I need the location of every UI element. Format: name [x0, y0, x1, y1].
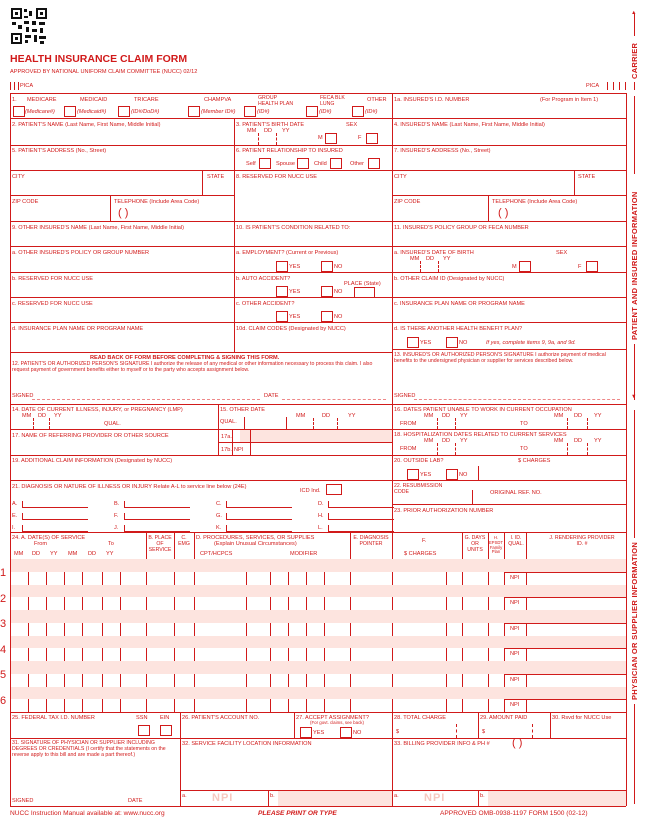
- box10d-label: 10d. CLAIM CODES (Designated by NUCC): [236, 326, 346, 332]
- tricare-label: TRICARE: [134, 97, 159, 103]
- box16-yy2: YY: [594, 413, 602, 419]
- box24h-label: H. EPSDT Family Plan: [489, 535, 503, 555]
- diagnosis-letter: I.: [12, 525, 16, 531]
- medicare-checkbox[interactable]: [13, 106, 25, 117]
- box13-text: 13. INSURED'S OR AUTHORIZED PERSON'S SIGNATURE I authorize payment of medical benefits to the undersigned physician or supplier for services described below.: [394, 352, 606, 364]
- box18-yy: YY: [460, 438, 468, 444]
- box18-mm2: MM: [554, 438, 564, 444]
- footer-center: PLEASE PRINT OR TYPE: [258, 810, 337, 817]
- box21-icd: ICD Ind.: [300, 488, 321, 494]
- box15-qual: QUAL.: [220, 419, 237, 425]
- box16-mm2: MM: [554, 413, 564, 419]
- diagnosis-field[interactable]: [124, 507, 190, 508]
- feca-sub: (ID#): [319, 109, 332, 115]
- box14-dd: DD: [38, 413, 47, 419]
- box24a-label: 24. A. DATE(S) OF SERVICE: [12, 535, 86, 541]
- box10a-yes: YES: [289, 264, 301, 270]
- box25-ssn: SSN: [136, 715, 148, 721]
- other-label: OTHER: [367, 97, 387, 103]
- diagnosis-field[interactable]: [226, 507, 292, 508]
- diagnosis-letter: J.: [114, 525, 119, 531]
- box16-dd2: DD: [574, 413, 583, 419]
- box24c-label: C. EMG: [178, 535, 190, 547]
- approved-line: APPROVED BY NATIONAL UNIFORM CLAIM COMMITTEE (NUCC) 02/12: [10, 69, 198, 75]
- box32-b: b.: [270, 793, 275, 799]
- qr-code: [10, 7, 48, 45]
- box1a-label: 1a. INSURED'S I.D. NUMBER: [394, 97, 470, 103]
- other-sub: (ID#): [365, 109, 378, 115]
- box14-qual: QUAL.: [104, 421, 121, 427]
- box5-label: 5. PATIENT'S ADDRESS (No., Street): [12, 148, 107, 154]
- diagnosis-letter: H.: [318, 513, 324, 519]
- box12-read: READ BACK OF FORM BEFORE COMPLETING & SIGNING THIS FORM.: [90, 355, 280, 361]
- diagnosis-field[interactable]: [226, 531, 292, 532]
- service-line-npi: NPI: [510, 625, 520, 632]
- box10a-no: NO: [334, 264, 343, 270]
- box6-other: Other: [350, 161, 364, 167]
- box6-spouse-checkbox[interactable]: [297, 158, 309, 169]
- box3-f-checkbox[interactable]: [366, 133, 378, 144]
- diagnosis-field[interactable]: [328, 507, 394, 508]
- box9a-label: a. OTHER INSURED'S POLICY OR GROUP NUMBER: [12, 250, 150, 256]
- box32-label: 32. SERVICE FACILITY LOCATION INFORMATION: [182, 741, 312, 747]
- ein-checkbox[interactable]: [160, 725, 172, 736]
- diagnosis-field[interactable]: [328, 531, 394, 532]
- box18-mm: MM: [424, 438, 434, 444]
- box15-yy: YY: [348, 413, 356, 419]
- diagnosis-letter: D.: [318, 501, 324, 507]
- footer-left: NUCC Instruction Manual available at: www.nucc.org: [10, 810, 165, 817]
- icd-ind-field[interactable]: [326, 484, 342, 495]
- service-line-number: 6: [0, 694, 7, 707]
- state-label-insured: STATE: [578, 174, 596, 180]
- diagnosis-field[interactable]: [22, 507, 88, 508]
- box28-label: 28. TOTAL CHARGE: [394, 715, 447, 721]
- box6-self: Self: [246, 161, 256, 167]
- champva-checkbox[interactable]: [188, 106, 200, 117]
- diagnosis-letter: F.: [114, 513, 119, 519]
- box32-a: a.: [182, 793, 187, 799]
- box11-label: 11. INSURED'S POLICY GROUP OR FECA NUMBER: [394, 225, 529, 231]
- box6-spouse: Spouse: [276, 161, 295, 167]
- box10b-yes-checkbox[interactable]: [276, 286, 288, 297]
- box29-label: 29. AMOUNT PAID: [480, 715, 528, 721]
- phone-parens: ( ): [118, 207, 129, 219]
- box11a-m: M: [512, 264, 517, 270]
- box11a-f-checkbox[interactable]: [586, 261, 598, 272]
- box11a-sex: SEX: [556, 250, 568, 256]
- box15-label: 15. OTHER DATE: [220, 407, 265, 413]
- city-label: CITY: [12, 174, 25, 180]
- box12-signed: SIGNED: [12, 393, 34, 399]
- box31-date: DATE: [128, 798, 143, 804]
- box33-b: b.: [480, 793, 485, 799]
- box24-yy2: YY: [106, 551, 114, 557]
- box33-npi-watermark: NPI: [424, 792, 446, 804]
- box27-yes-checkbox[interactable]: [300, 727, 312, 738]
- telephone-label: TELEPHONE (Include Area Code): [114, 199, 200, 205]
- box9c-label: c. RESERVED FOR NUCC USE: [12, 301, 93, 307]
- box24j-label: J. RENDERING PROVIDER ID. #: [549, 535, 615, 547]
- box3-yy: YY: [282, 128, 290, 134]
- service-line-number: 5: [0, 669, 7, 681]
- carrier-label: CARRIER: [630, 42, 639, 79]
- ssn-checkbox[interactable]: [138, 725, 150, 736]
- box20-no: NO: [459, 472, 468, 478]
- service-line-number: 4: [0, 643, 7, 656]
- pica-right: PICA: [586, 83, 600, 89]
- box27-label: 27. ACCEPT ASSIGNMENT?: [296, 715, 369, 721]
- box18-from: FROM: [400, 446, 417, 452]
- city-label-insured: CITY: [394, 174, 407, 180]
- box32-npi-watermark: NPI: [212, 792, 234, 804]
- box9-label: 9. OTHER INSURED'S NAME (Last Name, First Name, Middle Initial): [12, 225, 185, 231]
- box16-from: FROM: [400, 421, 417, 427]
- box24i-label: I. ID. QUAL.: [508, 535, 524, 547]
- box24b-label: B. PLACE OF SERVICE: [148, 535, 172, 553]
- box11a-dd: DD: [426, 256, 435, 262]
- box33-label: 33. BILLING PROVIDER INFO & PH #: [394, 741, 490, 747]
- pica-left: PICA: [20, 83, 34, 89]
- box18-dd2: DD: [574, 438, 583, 444]
- service-line-number: 1: [0, 567, 7, 579]
- box9b-label: b. RESERVED FOR NUCC USE: [12, 276, 94, 282]
- form-title: HEALTH INSURANCE CLAIM FORM: [10, 53, 188, 65]
- box2-label: 2. PATIENT'S NAME (Last Name, First Name, Middle Initial): [12, 122, 161, 128]
- box20-charges: $ CHARGES: [518, 458, 551, 464]
- box1a-note: (For Program in Item 1): [540, 97, 599, 103]
- diagnosis-letter: K.: [216, 525, 222, 531]
- box9d-label: d. INSURANCE PLAN NAME OR PROGRAM NAME: [12, 326, 144, 332]
- box24d-sub: (Explain Unusual Circumstances): [214, 541, 297, 547]
- diagnosis-letter: A.: [12, 501, 18, 507]
- box16-yy: YY: [460, 413, 468, 419]
- group-sub: (ID#): [257, 109, 270, 115]
- box24d-label: D. PROCEDURES, SERVICES, OR SUPPLIES: [196, 535, 315, 541]
- box24f-sub: $ CHARGES: [404, 551, 437, 557]
- box7-label: 7. INSURED'S ADDRESS (No., Street): [394, 148, 491, 154]
- medicare-sub: (Medicare#): [25, 109, 55, 115]
- medicare-label: MEDICARE: [27, 97, 57, 103]
- box26-label: 26. PATIENT'S ACCOUNT NO.: [182, 715, 260, 721]
- box31-signed: SIGNED: [12, 798, 34, 804]
- box30-label: 30. Rsvd for NUCC Use: [552, 715, 612, 721]
- service-line-npi: NPI: [510, 574, 520, 581]
- box24-yy1: YY: [50, 551, 58, 557]
- box24-modifier: MODIFIER: [290, 551, 318, 557]
- box15-dd: DD: [322, 413, 331, 419]
- box10a-no-checkbox[interactable]: [321, 261, 333, 272]
- diagnosis-field[interactable]: [328, 519, 394, 520]
- diagnosis-field[interactable]: [124, 519, 190, 520]
- box10b-label: b. AUTO ACCIDENT?: [236, 276, 291, 282]
- box20-yes: YES: [420, 472, 432, 478]
- box20-yes-checkbox[interactable]: [407, 469, 419, 480]
- box18-yy2: YY: [594, 438, 602, 444]
- zip-label-insured: ZIP CODE: [394, 199, 421, 205]
- box22-orig: ORIGINAL REF. NO.: [490, 490, 542, 496]
- box6-child-checkbox[interactable]: [330, 158, 342, 169]
- box11d-no: NO: [459, 340, 468, 346]
- box27-no: NO: [353, 730, 362, 736]
- box4-label: 4. INSURED'S NAME (Last Name, First Name, Middle Initial): [394, 122, 545, 128]
- box6-child: Child: [314, 161, 327, 167]
- box24g-label: G. DAYS OR UNITS: [464, 535, 486, 553]
- box24f-label: F.: [422, 538, 427, 544]
- box12-text: 12. PATIENT'S OR AUTHORIZED PERSON'S SIGNATURE I authorize the release of any medical or other information necessary to process this claim. I also request payment of government benefits either to myself or to the party who accepts assignment below.: [12, 361, 373, 373]
- arrow-up-icon: ▲: [631, 10, 637, 16]
- box14-mm: MM: [22, 413, 32, 419]
- box27-no-checkbox[interactable]: [340, 727, 352, 738]
- box10b-place: PLACE (State): [344, 281, 381, 287]
- box17b-label: 17b.: [221, 447, 232, 453]
- other-checkbox[interactable]: [352, 106, 364, 117]
- box6-label: 6. PATIENT RELATIONSHIP TO INSURED: [236, 148, 343, 154]
- footer-right: APPROVED OMB-0938-1197 FORM 1500 (02-12): [440, 810, 588, 817]
- service-line-npi: NPI: [510, 676, 520, 683]
- box22-label: 22. RESUBMISSION CODE: [394, 483, 443, 495]
- phone-parens-insured: ( ): [498, 207, 509, 219]
- feca-label: FECA BLK LUNG: [320, 95, 345, 107]
- box10b-no-checkbox[interactable]: [321, 286, 333, 297]
- box18-dd: DD: [442, 438, 451, 444]
- diagnosis-letter: B.: [114, 501, 120, 507]
- box24-dd2: DD: [88, 551, 97, 557]
- box11d-note: If yes, complete items 9, 9a, and 9d.: [486, 340, 576, 346]
- box10b-no: NO: [334, 289, 343, 295]
- box28-dollar: $: [396, 729, 400, 735]
- champva-sub: (Member ID#): [201, 109, 236, 115]
- service-line-npi: NPI: [510, 600, 520, 607]
- service-line-number: 3: [0, 618, 7, 630]
- box6-self-checkbox[interactable]: [259, 158, 271, 169]
- box10a-label: a. EMPLOYMENT? (Current or Previous): [236, 250, 339, 256]
- diagnosis-letter: G.: [216, 513, 222, 519]
- box13-signed: SIGNED: [394, 393, 416, 399]
- box24-mm2: MM: [68, 551, 78, 557]
- box11a-label: a. INSURED'S DATE OF BIRTH: [394, 250, 474, 256]
- box11d-yes-checkbox[interactable]: [407, 337, 419, 348]
- box27-sub: (For govt. claims, see back): [310, 720, 364, 725]
- box11c-label: c. INSURANCE PLAN NAME OR PROGRAM NAME: [394, 301, 525, 307]
- medicaid-sub: (Medicaid#): [77, 109, 107, 115]
- box10c-label: c. OTHER ACCIDENT?: [236, 301, 295, 307]
- state-label: STATE: [207, 174, 225, 180]
- box33-a: a.: [394, 793, 399, 799]
- box17a-label: 17a.: [221, 434, 232, 440]
- box16-dd: DD: [442, 413, 451, 419]
- box10a-yes-checkbox[interactable]: [276, 261, 288, 272]
- box16-to: TO: [520, 421, 528, 427]
- telephone-label-insured: TELEPHONE (Include Area Code): [492, 199, 578, 205]
- box20-label: 20. OUTSIDE LAB?: [394, 458, 444, 464]
- box10b-yes: YES: [289, 289, 301, 295]
- champva-label: CHAMPVA: [204, 97, 232, 103]
- diagnosis-field[interactable]: [22, 519, 88, 520]
- box10c-yes-checkbox[interactable]: [276, 311, 288, 322]
- tricare-checkbox[interactable]: [118, 106, 130, 117]
- box6-other-checkbox[interactable]: [368, 158, 380, 169]
- diagnosis-field[interactable]: [226, 519, 292, 520]
- box1-num: 1.: [12, 97, 17, 103]
- box11d-yes: YES: [420, 340, 432, 346]
- box24-cpt: CPT/HCPCS: [200, 551, 233, 557]
- box16-label: 16. DATES PATIENT UNABLE TO WORK IN CURRENT OCCUPATION: [394, 407, 572, 413]
- box33-phone-parens: ( ): [512, 737, 523, 749]
- box18-to: TO: [520, 446, 528, 452]
- diagnosis-letter: L.: [318, 525, 323, 531]
- box17b-npi: NPI: [234, 447, 244, 453]
- group-label: GROUP HEALTH PLAN: [258, 95, 294, 107]
- diagnosis-letter: E.: [12, 513, 18, 519]
- box14-label: 14. DATE OF CURRENT ILLNESS, INJURY, or PREGNANCY (LMP): [12, 407, 183, 413]
- medicaid-checkbox[interactable]: [64, 106, 76, 117]
- box10-label: 10. IS PATIENT'S CONDITION RELATED TO:: [236, 225, 351, 231]
- box3-f: F: [358, 135, 362, 141]
- patient-side-label: PATIENT AND INSURED INFORMATION: [630, 191, 639, 340]
- box11a-f: F: [578, 264, 582, 270]
- box20-no-checkbox[interactable]: [446, 469, 458, 480]
- service-line-number: 2: [0, 592, 7, 605]
- box3-label: 3. PATIENT'S BIRTH DATE: [236, 122, 305, 128]
- box25-label: 25. FEDERAL TAX I.D. NUMBER: [12, 715, 95, 721]
- arrow-down-icon: ▼: [631, 394, 637, 400]
- diagnosis-letter: C.: [216, 501, 222, 507]
- diagnosis-field[interactable]: [22, 531, 88, 532]
- box24-from: From: [34, 541, 48, 547]
- zip-label: ZIP CODE: [12, 199, 39, 205]
- box25-ein: EIN: [160, 715, 170, 721]
- box24-dd1: DD: [32, 551, 41, 557]
- group-checkbox[interactable]: [244, 106, 256, 117]
- box11a-mm: MM: [410, 256, 420, 262]
- medicaid-label: MEDICAID: [80, 97, 108, 103]
- box29-dollar: $: [482, 729, 486, 735]
- box3-dd: DD: [264, 128, 273, 134]
- box11a-yy: YY: [443, 256, 451, 262]
- box3-sex: SEX: [346, 122, 358, 128]
- physician-side-label: PHYSICIAN OR SUPPLIER INFORMATION: [630, 541, 639, 700]
- box24e-label: E. DIAGNOSIS POINTER: [353, 535, 389, 547]
- box16-mm: MM: [424, 413, 434, 419]
- box12-date: DATE: [264, 393, 279, 399]
- box8-label: 8. RESERVED FOR NUCC USE: [236, 174, 318, 180]
- box31-text: 31. SIGNATURE OF PHYSICIAN OR SUPPLIER INCLUDING DEGREES OR CREDENTIALS (I certify that the statements on the reverse apply to this bill and are made a part thereof.): [12, 740, 166, 758]
- box3-mm: MM: [247, 128, 257, 134]
- box15-mm: MM: [296, 413, 306, 419]
- box3-m-checkbox[interactable]: [325, 133, 337, 144]
- box11b-label: b. OTHER CLAIM ID (Designated by NUCC): [394, 276, 505, 282]
- box19-label: 19. ADDITIONAL CLAIM INFORMATION (Designated by NUCC): [12, 458, 173, 464]
- service-line-npi: NPI: [510, 702, 520, 709]
- tricare-sub: (ID#/DoD#): [131, 109, 160, 115]
- box10b-state-field[interactable]: [354, 287, 374, 288]
- box10c-yes: YES: [289, 314, 301, 320]
- box24-to: To: [108, 541, 114, 547]
- box10c-no: NO: [334, 314, 343, 320]
- box11d-label: d. IS THERE ANOTHER HEALTH BENEFIT PLAN?: [394, 326, 523, 332]
- service-line-npi: NPI: [510, 651, 520, 658]
- box10c-no-checkbox[interactable]: [321, 311, 333, 322]
- diagnosis-field[interactable]: [124, 531, 190, 532]
- box23-label: 23. PRIOR AUTHORIZATION NUMBER: [394, 508, 494, 514]
- box11d-no-checkbox[interactable]: [446, 337, 458, 348]
- box18-label: 18. HOSPITALIZATION DATES RELATED TO CURRENT SERVICES: [394, 432, 567, 438]
- box21-label: 21. DIAGNOSIS OR NATURE OF ILLNESS OR INJURY Relate A-L to service line below (24E): [12, 484, 247, 490]
- box27-yes: YES: [313, 730, 325, 736]
- feca-checkbox[interactable]: [306, 106, 318, 117]
- box24-mm1: MM: [14, 551, 24, 557]
- box17-label: 17. NAME OF REFERRING PROVIDER OR OTHER SOURCE: [12, 433, 169, 439]
- box11a-m-checkbox[interactable]: [519, 261, 531, 272]
- box14-yy: YY: [54, 413, 62, 419]
- box3-m: M: [318, 135, 323, 141]
